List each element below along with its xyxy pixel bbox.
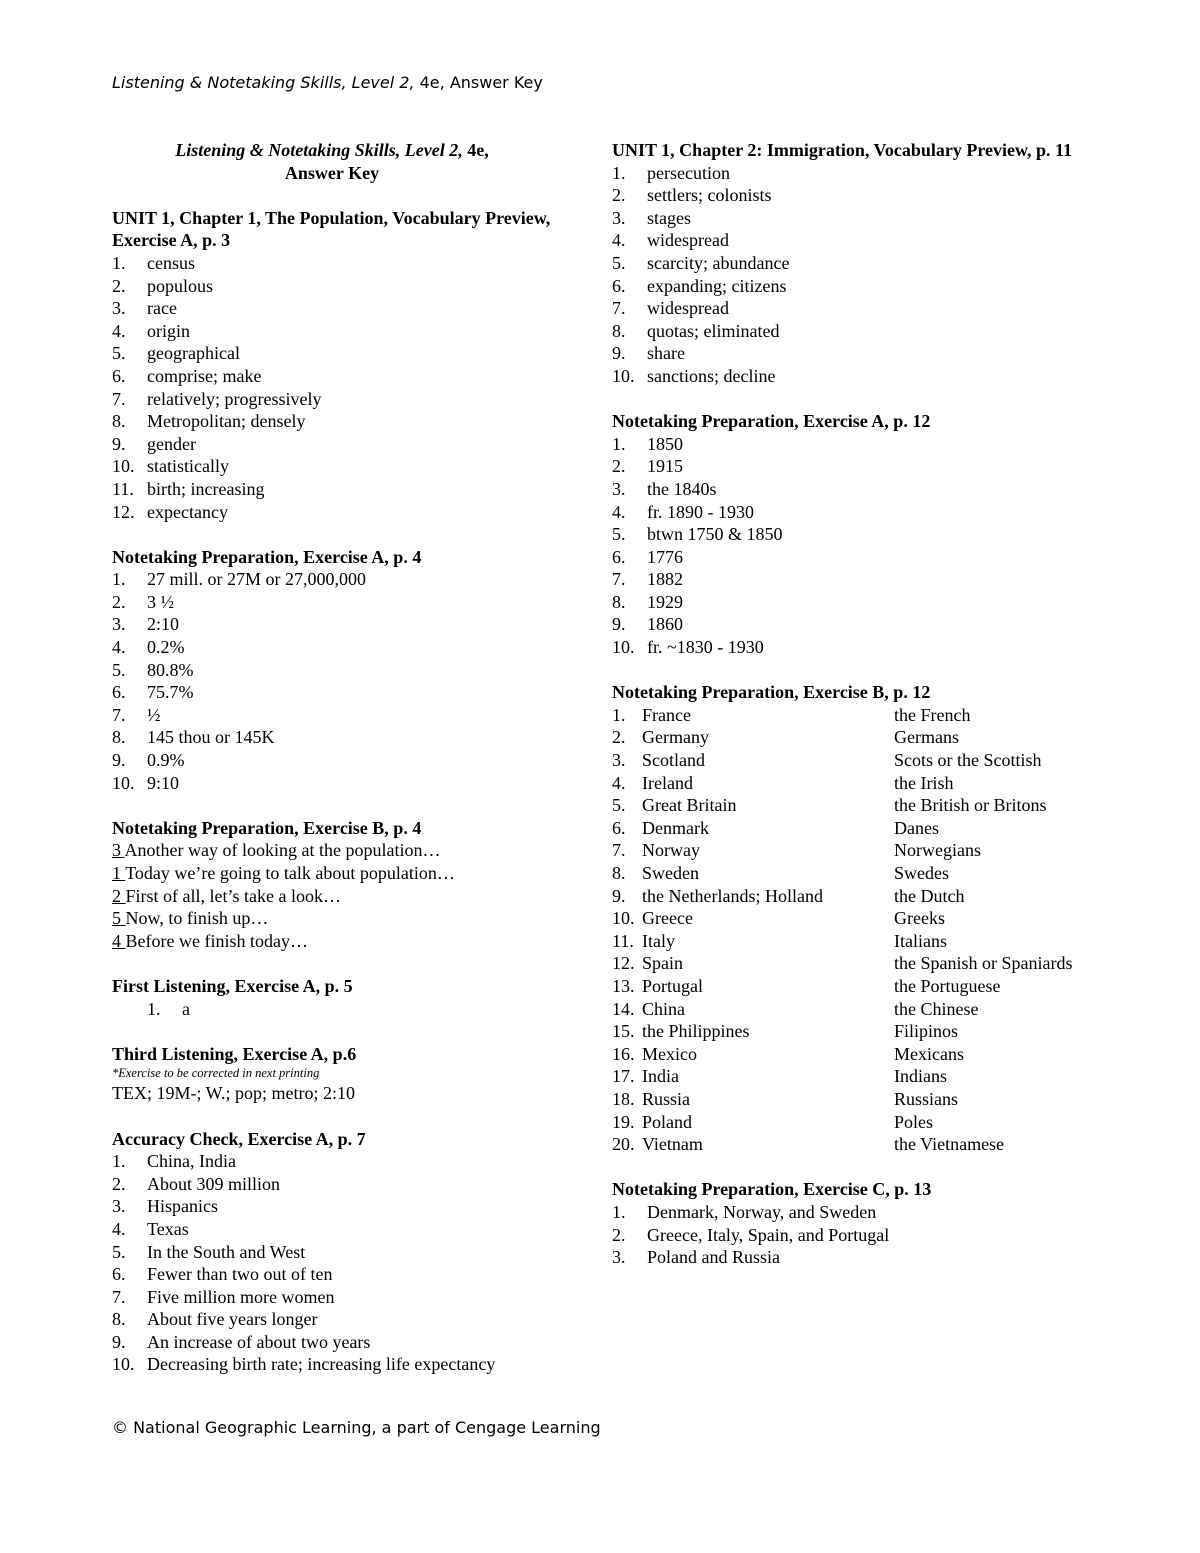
- table-row: 17. India Indians: [612, 1066, 947, 1087]
- list-item: 2. Greece, Italy, Spain, and Portugal: [612, 1224, 890, 1245]
- answer-list: [112, 1150, 552, 1376]
- list-item: 4. 0.2%: [112, 637, 185, 658]
- list-item: 1. Denmark, Norway, and Sweden: [612, 1201, 877, 1222]
- list-item: 1. persecution: [612, 162, 730, 183]
- list-item: 6. 1776: [612, 546, 683, 567]
- table-row: 13. Portugal the Portuguese: [612, 975, 1001, 996]
- section-accuracy-check: [112, 1128, 552, 1377]
- answer-list: [612, 162, 1092, 388]
- section-first-listening: [112, 975, 552, 1020]
- table-row: 2. Germany Germans: [612, 727, 959, 748]
- list-item: 4. origin: [112, 320, 190, 341]
- list-item: 3. the 1840s: [612, 478, 717, 499]
- document-title-edition: 4e,: [462, 140, 489, 160]
- list-item: 1. China, India: [112, 1151, 236, 1172]
- answer-list: [112, 252, 552, 523]
- section-title: Notetaking Preparation, Exercise C, p. 13: [612, 1179, 932, 1200]
- table-row: 16. Mexico Mexicans: [612, 1043, 964, 1064]
- answer-list: [112, 998, 552, 1021]
- list-item: 3. 2:10: [112, 614, 180, 635]
- section-title: Third Listening, Exercise A, p.6: [112, 1043, 357, 1064]
- section-vocab-preview-ch1: [112, 207, 552, 523]
- list-item: 2. About 309 million: [112, 1173, 281, 1194]
- list-item: 5. In the South and West: [112, 1241, 306, 1262]
- section-notetaking-b-p4: [112, 817, 552, 953]
- section-title: Notetaking Preparation, Exercise A, p. 4: [112, 546, 422, 567]
- table-row: 12. Spain the Spanish or Spaniards: [612, 953, 1073, 974]
- table-row: 3. Scotland Scots or the Scottish: [612, 750, 1042, 771]
- section-title: First Listening, Exercise A, p. 5: [112, 975, 353, 996]
- answer-list: [612, 1201, 1092, 1269]
- list-item: 9. 0.9%: [112, 750, 185, 771]
- table-row: 4. Ireland the Irish: [612, 772, 954, 793]
- order-line: 1 Today we’re going to talk about population…: [112, 863, 455, 883]
- list-item: 2. settlers; colonists: [612, 185, 772, 206]
- table-row: 5. Great Britain the British or Britons: [612, 795, 1047, 816]
- section-third-listening: [112, 1043, 552, 1105]
- list-item: 7. 1882: [612, 569, 683, 590]
- list-item: 5. geographical: [112, 343, 240, 364]
- answer-text: TEX; 19M-; W.; pop; metro; 2:10: [112, 1083, 355, 1104]
- list-item: 9. share: [612, 343, 685, 364]
- order-line: 4 Before we finish today…: [112, 930, 308, 951]
- list-item: 10. fr. ~1830 - 1930: [612, 637, 764, 658]
- list-item: 9. 1860: [612, 614, 683, 635]
- document-title-subtitle: Answer Key: [284, 162, 380, 183]
- section-title: UNIT 1, Chapter 2: Immigration, Vocabulary Preview, p. 11: [612, 140, 1073, 160]
- document-title-italic: Listening & Notetaking Skills, Level 2,: [175, 140, 463, 160]
- list-item: 9. gender: [112, 433, 196, 454]
- document-title: [112, 139, 552, 184]
- order-line: 3 Another way of looking at the population…: [112, 840, 441, 861]
- list-item: 9. An increase of about two years: [112, 1331, 371, 1352]
- correction-note: *Exercise to be corrected in next printing: [112, 1066, 320, 1081]
- section-notetaking-c-p13: [612, 1178, 1092, 1268]
- list-item: 6. expanding; citizens: [612, 275, 787, 296]
- header-title-italic: Listening & Notetaking Skills, Level 2,: [112, 73, 415, 92]
- list-item: 6. 75.7%: [112, 682, 194, 703]
- list-item: 3. Hispanics: [112, 1196, 218, 1217]
- table-row: 9. the Netherlands; Holland the Dutch: [612, 885, 965, 906]
- page-header: [112, 73, 543, 92]
- section-notetaking-b-p12: [612, 681, 1092, 1155]
- list-item: 3. stages: [612, 207, 691, 228]
- table-row: 14. China the Chinese: [612, 998, 979, 1019]
- list-item: 4. fr. 1890 - 1930: [612, 501, 754, 522]
- list-item: 12. expectancy: [112, 501, 228, 522]
- list-item: 8. About five years longer: [112, 1309, 318, 1330]
- list-item: 8. Metropolitan; densely: [112, 411, 306, 432]
- order-line: 5 Now, to finish up…: [112, 908, 269, 929]
- table-row: 15. the Philippines Filipinos: [612, 1021, 959, 1042]
- order-line: 2 First of all, let’s take a look…: [112, 885, 341, 906]
- table-row: 1. France the French: [612, 704, 971, 725]
- table-row: 18. Russia Russians: [612, 1088, 959, 1109]
- list-item: 6. Fewer than two out of ten: [112, 1264, 333, 1285]
- table-row: 7. Norway Norwegians: [612, 840, 981, 861]
- table-row: 8. Sweden Swedes: [612, 863, 949, 883]
- list-item: 3. Poland and Russia: [612, 1247, 780, 1268]
- list-item: 8. 145 thou or 145K: [112, 727, 275, 748]
- section-title: Accuracy Check, Exercise A, p. 7: [112, 1128, 366, 1149]
- list-item: 4. Texas: [112, 1218, 189, 1239]
- table-row: 20. Vietnam the Vietnamese: [612, 1134, 1005, 1155]
- list-item: 10. 9:10: [112, 772, 180, 793]
- section-title: Notetaking Preparation, Exercise B, p. 12: [612, 682, 931, 703]
- list-item: 1. census: [112, 252, 195, 273]
- list-item: 8. 1929: [612, 591, 683, 612]
- section-title: UNIT 1, Chapter 1, The Population, Vocabulary Preview, Exercise A, p. 3: [112, 207, 551, 251]
- page-footer: © National Geographic Learning, a part of Cengage Learning: [112, 1418, 601, 1437]
- list-item: 7. widespread: [612, 298, 729, 319]
- list-item: 5. 80.8%: [112, 659, 194, 680]
- left-column: [112, 139, 552, 1376]
- section-vocab-preview-ch2: [612, 139, 1092, 388]
- answer-list: [112, 568, 552, 794]
- list-item: 2. 3 ½: [112, 591, 174, 612]
- table-row: 10. Greece Greeks: [612, 908, 945, 929]
- list-item: 2. populous: [112, 275, 214, 296]
- list-item: 10. sanctions; decline: [612, 365, 776, 386]
- list-item: 6. comprise; make: [112, 365, 262, 386]
- list-item: 10. statistically: [112, 456, 229, 477]
- list-item: 7. ½: [112, 704, 161, 725]
- table-row: 19. Poland Poles: [612, 1111, 934, 1132]
- section-notetaking-a-p4: [112, 546, 552, 795]
- list-item: 2. 1915: [612, 456, 683, 477]
- list-item: 7. Five million more women: [112, 1286, 335, 1307]
- list-item: 1. 1850: [612, 433, 683, 454]
- section-title: Notetaking Preparation, Exercise A, p. 12: [612, 411, 931, 432]
- right-column: [612, 139, 1092, 1269]
- list-item: 10. Decreasing birth rate; increasing life expectancy: [112, 1354, 496, 1375]
- list-item: 3. race: [112, 298, 177, 319]
- table-row: 11. Italy Italians: [612, 930, 947, 951]
- list-item: 8. quotas; eliminated: [612, 320, 780, 341]
- list-item: 4. widespread: [612, 230, 729, 251]
- header-title-rest: 4e, Answer Key: [414, 73, 543, 92]
- list-item: 5. scarcity; abundance: [612, 252, 790, 273]
- list-item: 11. birth; increasing: [112, 478, 265, 499]
- table-row: 6. Denmark Danes: [612, 817, 939, 838]
- answer-list: [612, 433, 1092, 659]
- list-item: 1. 27 mill. or 27M or 27,000,000: [112, 569, 366, 590]
- list-item: 5. btwn 1750 & 1850: [612, 524, 783, 545]
- list-item: 7. relatively; progressively: [112, 388, 322, 409]
- section-notetaking-a-p12: [612, 410, 1092, 659]
- country-people-table: [612, 704, 1090, 1156]
- list-item: 1. a: [147, 998, 190, 1019]
- section-title: Notetaking Preparation, Exercise B, p. 4: [112, 817, 422, 838]
